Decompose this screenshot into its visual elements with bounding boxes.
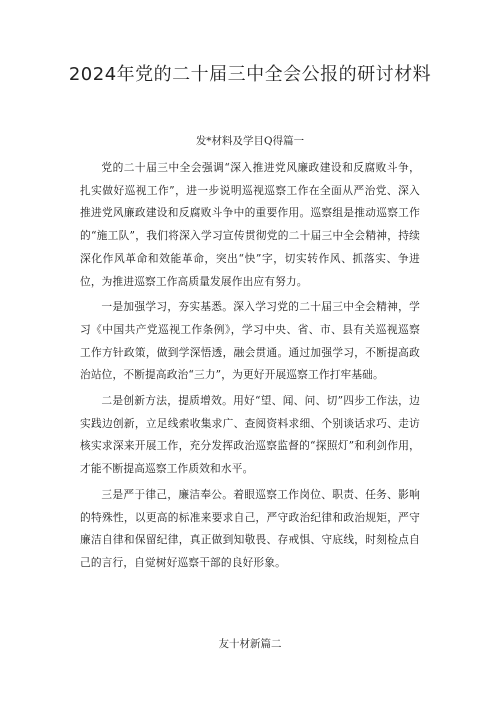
paragraph-point-3: 三是严于律己，廉洁奉公。着眼巡察工作岗位、职责、任务、影响的特殊性，以更高的标准来要求自己，严守政治纪律和政治规矩，严守廉洁自律和保留纪律，真正做到知敬畏、存戒惧、守底线，时刻检点自己的言行，自觉树好巡察干部的良好形象。 [80,487,420,569]
document-body [80,157,420,578]
paragraph-intro: 党的二十届三中全会强调“深入推进党风廉政建设和反腐败斗争，扎实做好巡视工作”，进一步说明巡视巡察工作在全面从严治党、深入推进党风廉政建设和反腐败斗争中的重要作用。巡察组是推动巡察工作的“施工队”，我们将深入学习宣传贯彻党的二十届三中全会精神，持续深化作风革命和效能革命，突出“快”字，切实转作风、抓落实、争进位，为推进巡察工作高质量发展作出应有努力。 [80,161,420,288]
section-subtitle: 发*材料及学目Q得篇一 [195,135,305,147]
next-section-heading: 友十材新篇二 [218,638,282,650]
paragraph-point-1: 一是加强学习，夯实基悉。深入学习党的二十届三中全会精神，学习《中国共产党巡视工作条例》，学习中央、省、市、县有关巡视巡察工作方针政策，做到学深悟透，融会贯通。通过加强学习，不断提高政治站位，不断提高政治“三力”，为更好开展巡察工作打牢基础。 [80,300,420,382]
document-title: 2024年党的二十届三中全会公报的研讨材料 [68,64,432,85]
paragraph-point-2: 二是创新方法，提质增效。用好“望、闻、问、切”四步工作法，边实践边创新，立足线索收集求广、查阅资料求细、个别谈话求巧、走访核实求深来开展工作，充分发挥政治巡察监督的“探照灯”和利剑作用，才能不断提高巡察工作质效和水平。 [80,394,420,476]
